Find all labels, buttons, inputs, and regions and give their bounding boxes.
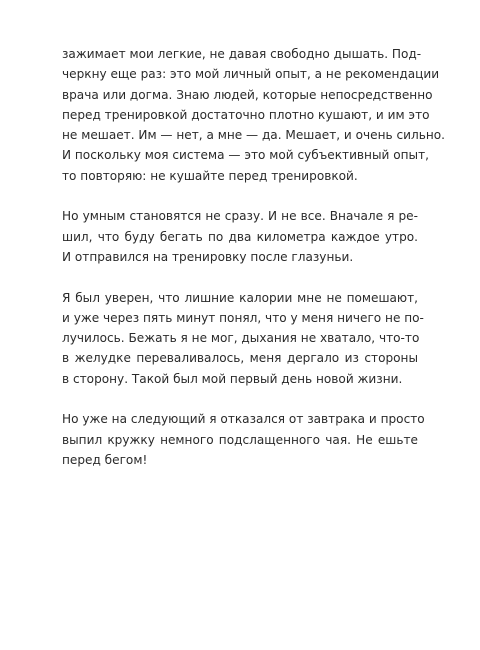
text-line: шил, что буду бегать по два километра каждое утро.: [62, 229, 418, 244]
text-line: Я был уверен, что лишние калории мне не помешают,: [62, 290, 418, 305]
text-line: врача или догма. Знаю людей, которые непосредственно: [62, 87, 433, 102]
text-line: Но уже на следующий я отказался от завтрака и просто: [62, 412, 425, 427]
text-line: зажимает мои легкие, не давая свободно дышать. Под-: [62, 47, 422, 61]
body-text: [62, 44, 446, 491]
paragraph-2: [62, 206, 418, 267]
text-line: и уже через пять минут понял, что у меня ничего не по-: [62, 310, 424, 325]
text-line: в желудке переваливалось, меня дергало из стороны: [62, 351, 418, 366]
text-line: перед тренировкой достаточно плотно кушают, и им это: [62, 107, 430, 122]
text-line: И поскольку моя система — это мой субъективный опыт,: [62, 148, 429, 163]
text-line: не мешает. Им — нет, а мне — да. Мешает, и очень сильно.: [62, 128, 446, 143]
text-line: И отправился на тренировку после глазуньи.: [62, 249, 354, 264]
text-line: перед бегом!: [62, 452, 148, 467]
paragraph-3: [62, 288, 424, 389]
text-line: выпил кружку немного подслащенного чая. Не ешьте: [62, 432, 418, 447]
paragraph-1: [62, 44, 446, 186]
text-line: то повторяю: не кушайте перед тренировкой.: [62, 168, 358, 183]
text-line: в сторону. Такой был мой первый день новой жизни.: [62, 371, 403, 386]
text-line: черкну еще раз: это мой личный опыт, а не рекомендации: [62, 67, 440, 82]
text-line: лучилось. Бежать я не мог, дыхания не хватало, что-то: [62, 331, 420, 346]
text-line: Но умным становятся не сразу. И не все. Вначале я ре-: [62, 209, 418, 224]
paragraph-4: [62, 409, 425, 470]
